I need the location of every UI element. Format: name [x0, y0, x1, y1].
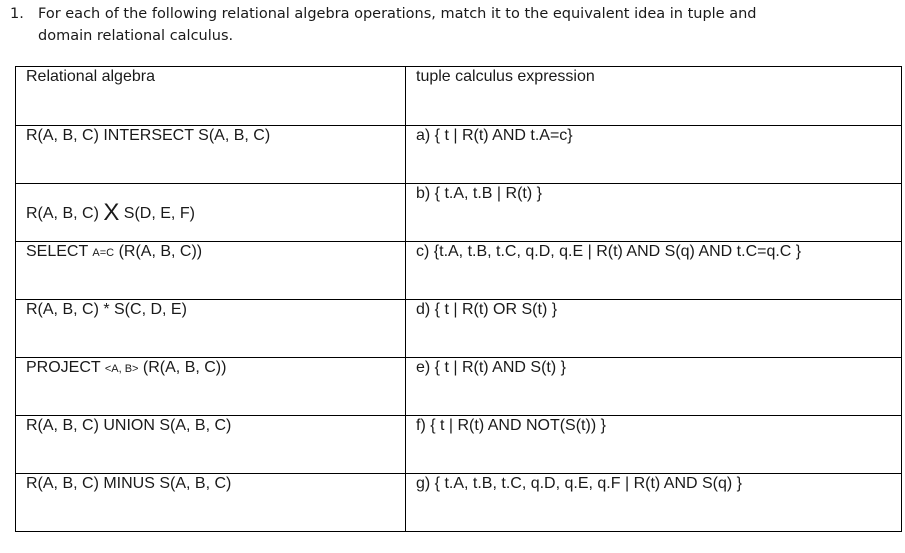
- algebra-union: R(A, B, C) UNION S(A, B, C): [16, 416, 406, 474]
- project-keyword: PROJECT: [26, 359, 105, 376]
- algebra-cross-product: [16, 184, 406, 242]
- calculus-option-b: b) { t.A, t.B | R(t) }: [406, 184, 902, 242]
- table-row: [16, 300, 902, 358]
- select-condition-subscript: A=C: [92, 247, 115, 259]
- table-row: [16, 242, 902, 300]
- question-number: 1.: [10, 6, 24, 22]
- select-keyword: SELECT: [26, 243, 93, 260]
- cross-product-symbol: X: [103, 198, 120, 226]
- header-tuple-calculus: tuple calculus expression: [406, 67, 902, 126]
- project-relation: (R(A, B, C)): [138, 359, 227, 376]
- algebra-natural-join: R(A, B, C) * S(C, D, E): [16, 300, 406, 358]
- algebra-minus: R(A, B, C) MINUS S(A, B, C): [16, 474, 406, 532]
- table-row: [16, 416, 902, 474]
- table-header-row: [16, 67, 902, 126]
- calculus-option-g: g) { t.A, t.B, t.C, q.D, q.E, q.F | R(t) AND S(q) }: [406, 474, 902, 532]
- calculus-option-c: c) {t.A, t.B, t.C, q.D, q.E | R(t) AND S(q) AND t.C=q.C }: [406, 242, 902, 300]
- project-attributes-subscript: <A, B>: [104, 363, 139, 375]
- table-row: [16, 358, 902, 416]
- algebra-project: [16, 358, 406, 416]
- table-row: [16, 184, 902, 242]
- header-relational-algebra: Relational algebra: [16, 67, 406, 126]
- calculus-option-f: f) { t | R(t) AND NOT(S(t)) }: [406, 416, 902, 474]
- cross-right-operand: S(D, E, F): [119, 204, 195, 222]
- calculus-option-e: e) { t | R(t) AND S(t) }: [406, 358, 902, 416]
- calculus-option-a: a) { t | R(t) AND t.A=c}: [406, 126, 902, 184]
- cross-left-operand: R(A, B, C): [26, 204, 104, 222]
- matching-table: [15, 66, 902, 532]
- calculus-option-d: d) { t | R(t) OR S(t) }: [406, 300, 902, 358]
- question-text: For each of the following relational algebra operations, match it to the equivalent idea in tuple and domain relational calculus.: [38, 6, 757, 44]
- select-relation: (R(A, B, C)): [114, 243, 203, 260]
- algebra-intersect: R(A, B, C) INTERSECT S(A, B, C): [16, 126, 406, 184]
- table-row: [16, 126, 902, 184]
- algebra-select: [16, 242, 406, 300]
- table-row: [16, 474, 902, 532]
